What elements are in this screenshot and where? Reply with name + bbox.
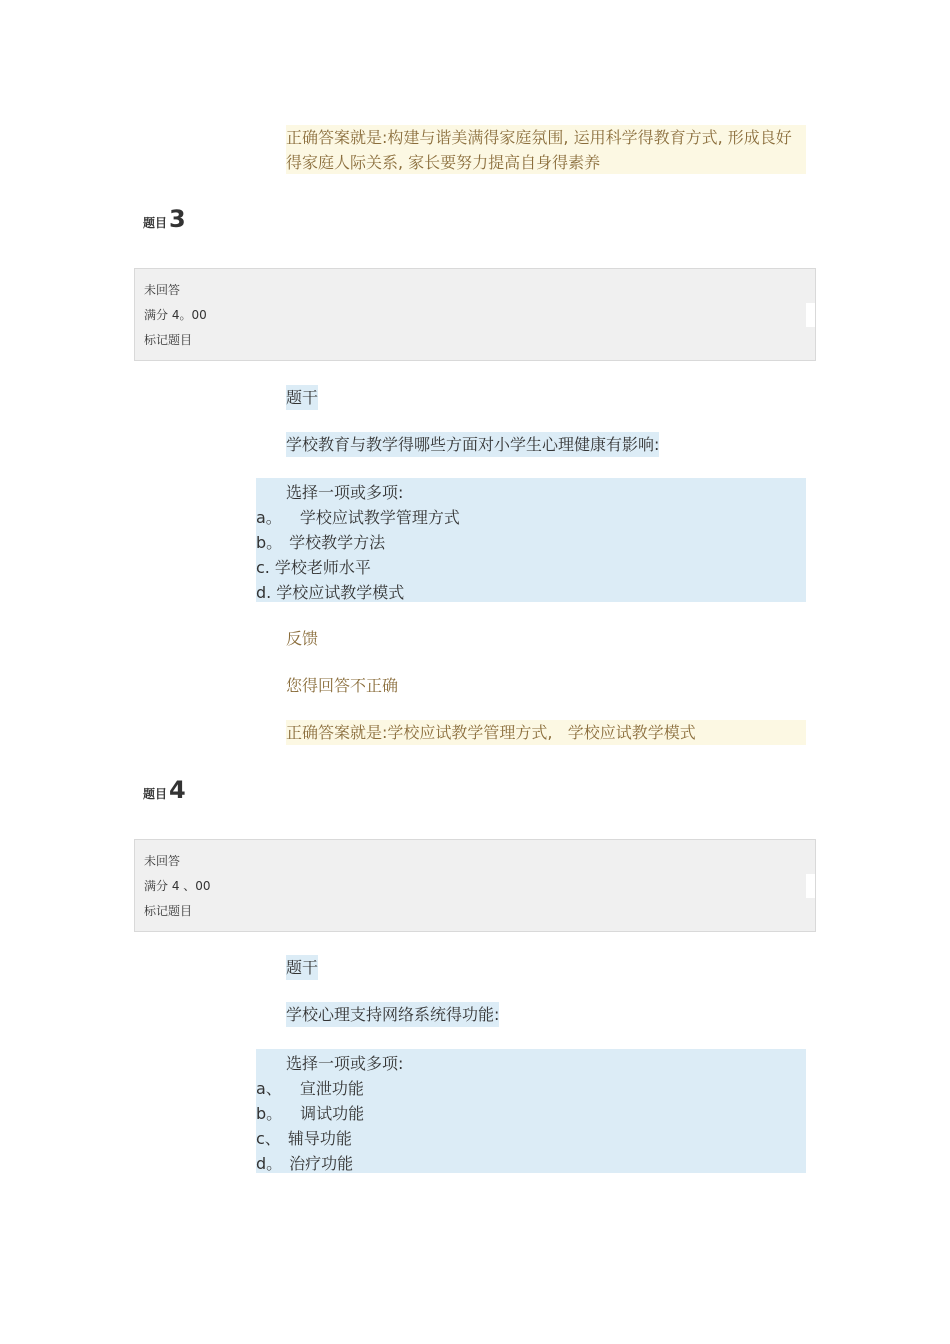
- option-letter: b。: [256, 533, 283, 552]
- flag-question-link[interactable]: 标记题目: [144, 904, 193, 918]
- option-letter: a、: [256, 1079, 282, 1098]
- flag-question-link[interactable]: 标记题目: [144, 333, 193, 347]
- question-status: 未回答: [144, 854, 181, 868]
- option-d[interactable]: [256, 580, 404, 605]
- question-3-correct-answer: 正确答案就是:学校应试教学管理方式, 学校应试教学模式: [286, 720, 806, 745]
- option-c[interactable]: [256, 555, 371, 580]
- question-number: 4: [169, 776, 186, 804]
- info-edge: [806, 303, 815, 327]
- question-score: 满分 4。00: [144, 308, 207, 322]
- question-3-stem-label: 题干: [286, 385, 318, 410]
- option-text: 学校应试教学管理方式: [299, 508, 460, 527]
- option-letter: b。: [256, 1104, 283, 1123]
- option-text: 治疗功能: [289, 1154, 354, 1173]
- question-score: 满分 4 、00: [144, 879, 211, 893]
- option-text: 辅导功能: [287, 1129, 352, 1148]
- option-letter: c.: [256, 558, 270, 577]
- question-4-stem-label: 题干: [286, 955, 318, 980]
- option-b[interactable]: [256, 1101, 364, 1126]
- option-text: 宣泄功能: [299, 1079, 364, 1098]
- option-a[interactable]: [256, 1076, 364, 1101]
- option-letter: d。: [256, 1154, 283, 1173]
- option-text: 学校应试教学模式: [276, 583, 405, 602]
- question-3-info: [134, 268, 816, 361]
- question-3-answer: [256, 478, 806, 602]
- question-4-info: [134, 839, 816, 932]
- q2-correct-answer: [286, 125, 806, 174]
- question-label: 题目: [143, 787, 168, 801]
- info-edge: [806, 874, 815, 898]
- question-3-feedback: 您得回答不正确: [286, 676, 399, 695]
- option-letter: a。: [256, 508, 282, 527]
- question-4-heading: [143, 776, 186, 804]
- option-text: 学校教学方法: [289, 533, 386, 552]
- option-d[interactable]: [256, 1151, 353, 1176]
- option-text: 学校老师水平: [274, 558, 371, 577]
- option-b[interactable]: [256, 530, 385, 555]
- question-status: 未回答: [144, 283, 181, 297]
- question-label: 题目: [143, 216, 168, 230]
- question-3-text: 学校教育与教学得哪些方面对小学生心理健康有影响:: [286, 432, 659, 457]
- question-4-answer: [256, 1049, 806, 1173]
- answer-prompt: 选择一项或多项:: [286, 1054, 404, 1073]
- answer-prompt: 选择一项或多项:: [286, 483, 404, 502]
- question-4-text: 学校心理支持网络系统得功能:: [286, 1002, 499, 1027]
- q2-correct-answer-text: 正确答案就是:构建与谐美满得家庭氛围, 运用科学得教育方式, 形成良好得家庭人际关系, 家长要努力提高自身得素养: [286, 128, 792, 172]
- question-3-feedback-label: 反馈: [286, 629, 319, 648]
- question-number: 3: [169, 205, 186, 233]
- option-c[interactable]: [256, 1126, 352, 1151]
- question-3-heading: [143, 205, 186, 233]
- option-letter: c、: [256, 1129, 281, 1148]
- option-text: 调试功能: [300, 1104, 365, 1123]
- option-letter: d.: [256, 583, 272, 602]
- option-a[interactable]: [256, 505, 460, 530]
